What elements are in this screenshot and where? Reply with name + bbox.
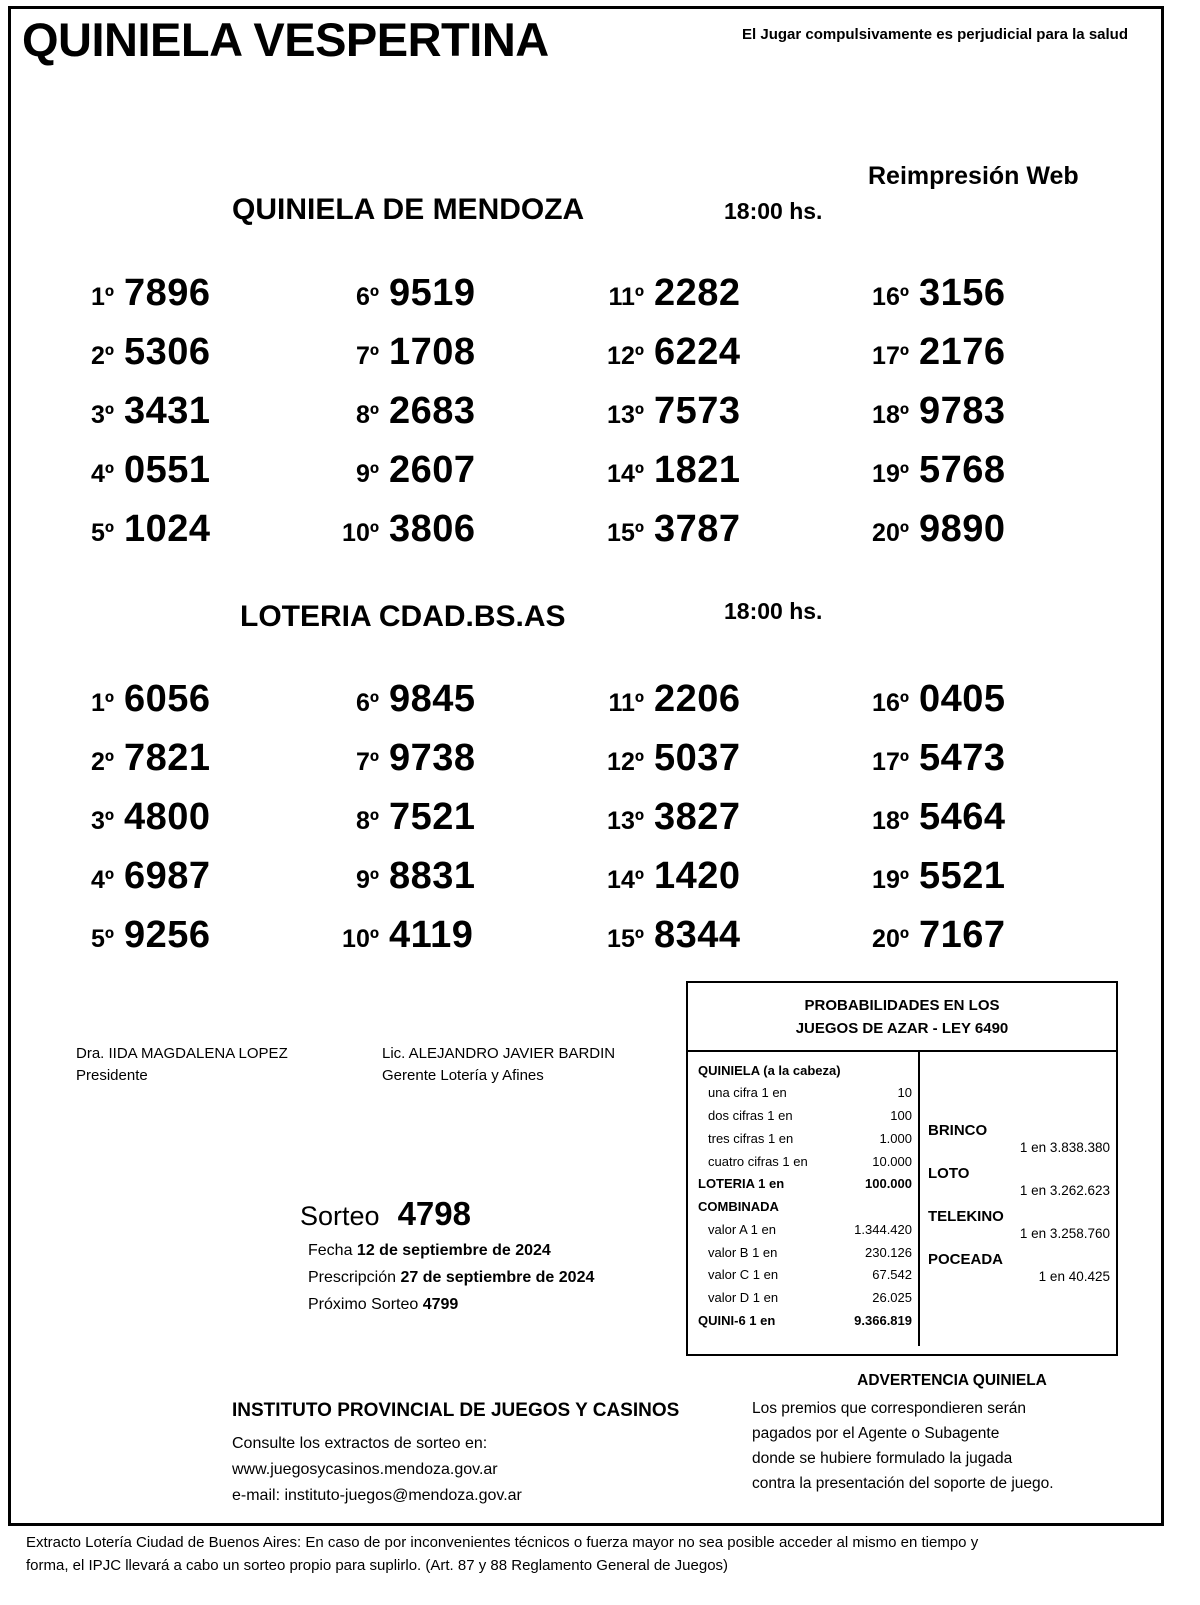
results-grid-loteria-caba [62, 678, 1122, 973]
result-position: 13º [607, 401, 644, 429]
result-number: 8831 [389, 855, 476, 897]
result-position: 17º [872, 748, 909, 776]
probability-value: 100 [890, 1108, 912, 1123]
result-position: 18º [872, 401, 909, 429]
institute-email: e-mail: instituto-juegos@mendoza.gov.ar [232, 1486, 522, 1504]
result-number: 3787 [654, 508, 741, 550]
probability-row [698, 1128, 912, 1151]
result-number: 3827 [654, 796, 741, 838]
result-position: 8º [355, 401, 379, 429]
signature-president-role: Presidente [76, 1066, 148, 1084]
result-position: 1º [90, 283, 114, 311]
result-position: 16º [872, 283, 909, 311]
result-cell [592, 796, 857, 855]
result-number: 5306 [124, 331, 211, 373]
probability-label: valor B 1 en [708, 1244, 778, 1260]
advertencia-line-1: Los premios que correspondieren serán [752, 1400, 1026, 1418]
draw-title-loteria-caba: LOTERIA CDAD.BS.AS [240, 600, 566, 633]
result-position: 5º [90, 925, 114, 953]
result-number: 6224 [654, 331, 741, 373]
advertencia-line-3: donde se hubiere formulado la jugada [752, 1450, 1013, 1468]
result-cell [327, 855, 592, 914]
result-cell [592, 331, 857, 390]
gambling-warning-text: El Jugar compulsivamente es perjudicial para la salud [742, 26, 1128, 43]
result-number: 5768 [919, 449, 1006, 491]
probability-label: valor D 1 en [708, 1290, 779, 1305]
result-cell [62, 508, 327, 567]
result-cell [327, 737, 592, 796]
result-position: 9º [355, 460, 379, 488]
draw-number-label: Sorteo [300, 1201, 380, 1231]
page-header [22, 12, 1132, 68]
result-cell [857, 678, 1122, 737]
probability-value: 100.000 [865, 1176, 912, 1192]
result-cell [327, 796, 592, 855]
result-number: 2176 [919, 331, 1006, 373]
result-cell [857, 914, 1122, 973]
probability-row [698, 1310, 912, 1333]
result-position: 7º [355, 342, 379, 370]
draw-time-mendoza: 18:00 hs. [724, 198, 823, 224]
probabilities-box [686, 981, 1118, 1356]
draw-date-line [308, 1242, 594, 1260]
probability-value: 9.366.819 [854, 1312, 912, 1328]
probability-row [698, 1219, 912, 1242]
signature-president-name: Dra. IIDA MAGDALENA LOPEZ [76, 1045, 288, 1062]
institute-website: www.juegosycasinos.mendoza.gov.ar [232, 1460, 498, 1478]
probability-label: COMBINADA [698, 1199, 779, 1214]
result-position: 3º [90, 807, 114, 835]
probability-game-odds: 1 en 3.262.623 [1019, 1182, 1110, 1198]
result-position: 7º [355, 748, 379, 776]
result-cell [857, 796, 1122, 855]
draw-date-value: 12 de septiembre de 2024 [356, 1242, 551, 1259]
result-position: 10º [342, 925, 379, 953]
probability-value: 1.344.420 [854, 1221, 912, 1237]
result-position: 15º [607, 519, 644, 547]
probability-row [698, 1105, 912, 1128]
result-position: 3º [90, 401, 114, 429]
probability-row [698, 1082, 912, 1105]
draw-prescription-line [308, 1269, 594, 1287]
result-position: 14º [607, 866, 644, 894]
result-number: 9738 [389, 737, 476, 779]
result-number: 3156 [919, 272, 1006, 314]
result-number: 4119 [389, 914, 474, 956]
probability-game-odds: 1 en 3.258.760 [1019, 1225, 1110, 1241]
result-number: 1708 [389, 331, 476, 373]
draw-title-mendoza: QUINIELA DE MENDOZA [232, 193, 585, 226]
result-number: 0405 [919, 678, 1006, 720]
result-position: 17º [872, 342, 909, 370]
result-number: 5521 [919, 855, 1006, 897]
probability-game-name: BRINCO [928, 1121, 988, 1139]
result-position: 11º [608, 283, 644, 311]
probability-label: QUINI-6 1 en [698, 1312, 776, 1328]
result-number: 7573 [654, 390, 741, 432]
result-position: 11º [608, 689, 644, 717]
probability-value: 1.000 [879, 1130, 912, 1146]
probability-game-odds: 1 en 40.425 [1038, 1268, 1110, 1284]
result-cell [592, 508, 857, 567]
result-position: 2º [90, 748, 114, 776]
probabilities-title-line-1: PROBABILIDADES EN LOS [804, 997, 1000, 1014]
result-cell [327, 678, 592, 737]
probability-row [698, 1242, 912, 1265]
probability-game-name: POCEADA [928, 1250, 1004, 1268]
institute-title: INSTITUTO PROVINCIAL DE JUEGOS Y CASINOS [232, 1400, 680, 1421]
result-position: 4º [90, 460, 114, 488]
result-cell [592, 914, 857, 973]
probability-row [698, 1264, 912, 1287]
signature-manager-role: Gerente Lotería y Afines [382, 1066, 544, 1084]
probability-label: cuatro cifras 1 en [708, 1153, 808, 1169]
result-number: 4800 [124, 796, 211, 838]
result-cell [592, 678, 857, 737]
advertencia-block [752, 1368, 1152, 1497]
signature-president [76, 1043, 288, 1087]
probabilities-body [688, 1052, 1116, 1346]
next-draw-label: Próximo Sorteo [308, 1296, 419, 1313]
advertencia-line-4: contra la presentación del soporte de juego. [752, 1475, 1054, 1493]
probability-row [698, 1060, 912, 1083]
result-number: 8344 [654, 914, 741, 956]
probability-row [698, 1151, 912, 1174]
institute-line-1: Consulte los extractos de sorteo en: [232, 1434, 488, 1452]
page-title: QUINIELA VESPERTINA [22, 13, 549, 66]
result-cell [62, 272, 327, 331]
probability-value: 10.000 [872, 1153, 912, 1169]
result-cell [327, 508, 592, 567]
result-position: 12º [607, 748, 644, 776]
results-grid-mendoza [62, 272, 1122, 567]
probability-row [698, 1196, 912, 1219]
result-position: 15º [607, 925, 644, 953]
probability-value: 10 [897, 1085, 912, 1101]
result-position: 20º [872, 925, 909, 953]
probability-value: 26.025 [872, 1290, 912, 1305]
next-draw-value: 4799 [422, 1296, 459, 1313]
draw-prescription-label: Prescripción [308, 1269, 397, 1286]
result-number: 7167 [919, 914, 1006, 956]
result-cell [62, 914, 327, 973]
probability-label: valor C 1 en [708, 1267, 779, 1283]
probability-game-name: LOTO [928, 1164, 970, 1182]
result-cell [62, 331, 327, 390]
probability-row [698, 1173, 912, 1196]
result-cell [62, 855, 327, 914]
result-number: 9256 [124, 914, 211, 956]
probability-label: tres cifras 1 en [708, 1130, 794, 1146]
result-position: 16º [872, 689, 909, 717]
result-cell [327, 449, 592, 508]
footnote-line-2: forma, el IPJC llevará a cabo un sorteo propio para suplirlo. (Art. 87 y 88 Reglamento General de Juegos) [26, 1556, 729, 1574]
result-position: 18º [872, 807, 909, 835]
result-number: 1821 [654, 449, 741, 491]
result-number: 3431 [124, 390, 211, 432]
probability-value: 67.542 [872, 1267, 912, 1283]
result-position: 4º [90, 866, 114, 894]
result-position: 12º [607, 342, 644, 370]
result-cell [857, 508, 1122, 567]
institute-block [232, 1396, 679, 1508]
result-position: 8º [355, 807, 379, 835]
result-cell [592, 449, 857, 508]
probability-label: QUINIELA (a la cabeza) [698, 1062, 841, 1078]
probability-game-odds: 1 en 3.838.380 [1019, 1139, 1110, 1155]
signature-manager-name: Lic. ALEJANDRO JAVIER BARDIN [382, 1045, 616, 1062]
signature-manager [382, 1043, 615, 1087]
result-position: 1º [90, 689, 114, 717]
result-number: 1024 [124, 508, 211, 550]
result-cell [592, 737, 857, 796]
probability-label: valor A 1 en [708, 1221, 776, 1237]
next-draw-line [308, 1296, 594, 1314]
result-cell [857, 449, 1122, 508]
result-position: 6º [355, 283, 379, 311]
result-number: 9845 [389, 678, 476, 720]
draw-number-line [300, 1195, 594, 1233]
advertencia-line-2: pagados por el Agente o Subagente [752, 1425, 1000, 1443]
probability-label: LOTERIA 1 en [698, 1176, 785, 1192]
draw-number-value: 4798 [397, 1195, 471, 1232]
result-cell [327, 914, 592, 973]
result-number: 2206 [654, 678, 741, 720]
probability-value: 230.126 [865, 1244, 912, 1260]
advertencia-title: ADVERTENCIA QUINIELA [857, 1372, 1047, 1389]
result-position: 19º [872, 460, 909, 488]
probabilities-right-column [920, 1052, 1118, 1346]
probability-label: una cifra 1 en [708, 1085, 787, 1101]
result-number: 0551 [124, 449, 211, 491]
result-number: 9890 [919, 508, 1006, 550]
draw-prescription-value: 27 de septiembre de 2024 [400, 1269, 595, 1286]
probability-game-name: TELEKINO [928, 1207, 1004, 1225]
result-cell [327, 390, 592, 449]
result-number: 6987 [124, 855, 211, 897]
result-number: 7896 [124, 272, 211, 314]
probability-label: dos cifras 1 en [708, 1108, 793, 1123]
result-cell [857, 272, 1122, 331]
result-cell [62, 678, 327, 737]
result-cell [592, 272, 857, 331]
result-cell [857, 390, 1122, 449]
result-position: 10º [342, 519, 379, 547]
result-number: 5464 [919, 796, 1006, 838]
result-position: 5º [90, 519, 114, 547]
result-cell [592, 390, 857, 449]
result-number: 2683 [389, 390, 476, 432]
result-number: 3806 [389, 508, 476, 550]
result-position: 19º [872, 866, 909, 894]
result-cell [62, 390, 327, 449]
result-position: 9º [355, 866, 379, 894]
result-position: 6º [355, 689, 379, 717]
result-position: 20º [872, 519, 909, 547]
result-cell [62, 449, 327, 508]
result-number: 1420 [654, 855, 741, 897]
draw-time-loteria-caba: 18:00 hs. [724, 598, 823, 624]
footnote-block [26, 1532, 1166, 1577]
result-position: 13º [607, 807, 644, 835]
result-cell [327, 331, 592, 390]
result-cell [327, 272, 592, 331]
footnote-line-1: Extracto Lotería Ciudad de Buenos Aires: En caso de por inconvenientes técnicos o fuerza mayor no sea posible acceder al mismo en tiempo y [26, 1534, 979, 1551]
result-position: 14º [607, 460, 644, 488]
result-cell [857, 737, 1122, 796]
probabilities-title [688, 983, 1116, 1052]
probability-row [698, 1287, 912, 1310]
probabilities-title-line-2: JUEGOS DE AZAR - LEY 6490 [795, 1020, 1009, 1038]
reprint-label: Reimpresión Web [868, 162, 1079, 190]
result-cell [592, 855, 857, 914]
result-cell [857, 855, 1122, 914]
result-cell [857, 331, 1122, 390]
result-cell [62, 796, 327, 855]
result-number: 9519 [389, 272, 476, 314]
result-number: 6056 [124, 678, 211, 720]
result-number: 2282 [654, 272, 741, 314]
draw-info-block [300, 1195, 594, 1314]
result-number: 7821 [124, 737, 211, 779]
result-number: 5037 [654, 737, 741, 779]
result-number: 2607 [389, 449, 476, 491]
result-number: 9783 [919, 390, 1006, 432]
draw-date-label: Fecha [308, 1242, 353, 1259]
probabilities-left-column [688, 1052, 920, 1346]
result-number: 7521 [389, 796, 476, 838]
result-position: 2º [90, 342, 114, 370]
result-number: 5473 [919, 737, 1006, 779]
result-cell [62, 737, 327, 796]
